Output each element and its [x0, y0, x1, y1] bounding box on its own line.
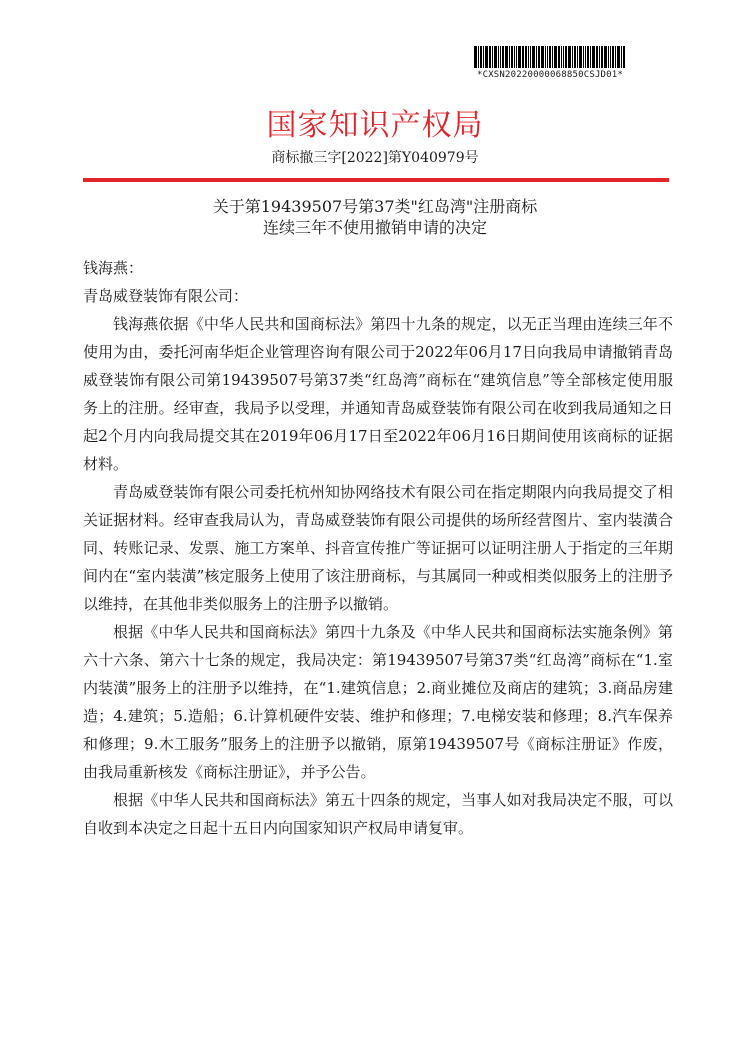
barcode-bar	[621, 46, 622, 68]
barcode-bar	[518, 46, 521, 68]
barcode-bar	[563, 46, 564, 68]
barcode-bar	[568, 46, 571, 68]
barcode-bar	[558, 46, 560, 68]
barcode-bar	[561, 46, 562, 68]
barcode-bar	[530, 46, 531, 68]
barcode-bar	[579, 46, 582, 68]
barcode-bar	[583, 46, 584, 68]
barcode-bar	[483, 46, 484, 68]
barcode-bar	[608, 46, 609, 68]
barcode-bar	[577, 46, 578, 68]
barcode-bar	[502, 46, 504, 68]
paragraph-1: 钱海燕依据《中华人民共和国商标法》第四十九条的规定，以无正当理由连续三年不使用为由，委托河南华炬企业管理咨询有限公司于2022年06月17日向我局申请撤销青岛威登装饰有限公司第19439507号第37类“红岛湾”商标在“建筑信息”等全部核定使用服务上的注册。经审查，我局予以受理，并通知青岛威登装饰有限公司在收到我局通知之日起2个月内向我局提交其在2019年06月17日至2022年06月16日期间使用该商标的证据材料。	[83, 315, 673, 473]
barcode-bar	[610, 46, 611, 68]
barcode-bar	[574, 46, 576, 68]
decision-title	[0, 196, 750, 238]
title-line-2: 连续三年不使用撤销申请的决定	[262, 218, 487, 237]
barcode-bar	[565, 46, 567, 68]
barcode-bar	[590, 46, 591, 68]
office-name: 国家知识产权局	[266, 108, 484, 143]
barcode-bar	[585, 46, 586, 68]
barcode-bar	[572, 46, 573, 68]
barcode-bar	[592, 46, 595, 68]
barcode-bar	[554, 46, 557, 68]
barcode-bar	[623, 46, 625, 68]
barcode-bar	[494, 46, 497, 68]
barcode-bar	[500, 46, 501, 68]
barcode-bar	[532, 46, 535, 68]
barcode-bar	[538, 46, 540, 68]
barcode-bar	[528, 46, 529, 68]
barcode-text: *CXSN20220000068850CSJD01*	[476, 70, 624, 80]
barcode-bar	[492, 46, 493, 68]
recipient-1: 钱海燕：	[83, 259, 144, 277]
barcode-bar	[612, 46, 614, 68]
barcode-bar	[604, 46, 607, 68]
barcode-bars	[450, 46, 650, 68]
barcode-bar	[505, 46, 508, 68]
barcode-bar	[587, 46, 589, 68]
barcode-bar	[525, 46, 527, 68]
barcode-bar	[522, 46, 524, 68]
paragraph-4: 根据《中华人民共和国商标法》第五十四条的规定，当事人如对我局决定不服，可以自收到本决定之日起十五日内向国家知识产权局申请复审。	[83, 791, 673, 837]
barcode-bar	[541, 46, 544, 68]
barcode-bar	[478, 46, 479, 68]
paragraph-3: 根据《中华人民共和国商标法》第四十九条及《中华人民共和国商标法实施条例》第六十六条、第六十七条的规定，我局决定：第19439507号第37类“红岛湾”商标在“1.室内装潢”服务上的注册予以维持，在“1.建筑信息；2.商业摊位及商店的建筑；3.商品房建造；4.建筑；5.造船；6.计算机硬件安装、维护和修理；7.电梯安装和修理；8.汽车保养和修理；9.木工服务”服务上的注册予以撤销，原第19439507号《商标注册证》作废，由我局重新核发《商标注册证》，并予公告。	[83, 623, 673, 781]
barcode-bar	[498, 46, 499, 68]
barcode-bar	[545, 46, 546, 68]
barcode-bar	[599, 46, 600, 68]
barcode-bar	[511, 46, 513, 68]
barcode-bar	[536, 46, 537, 68]
barcode-bar	[485, 46, 488, 68]
barcode-bar	[617, 46, 620, 68]
barcode-bar	[480, 46, 482, 68]
barcode-bar	[552, 46, 553, 68]
barcode-bar	[547, 46, 548, 68]
barcode-bar	[514, 46, 515, 68]
barcode-bar	[509, 46, 510, 68]
barcode	[450, 46, 650, 80]
barcode-bar	[615, 46, 616, 68]
barcode-bar	[596, 46, 598, 68]
barcode-bar	[489, 46, 491, 68]
recipient-2: 青岛威登装饰有限公司：	[83, 287, 249, 305]
barcode-bar	[601, 46, 603, 68]
paragraph-2: 青岛威登装饰有限公司委托杭州知协网络技术有限公司在指定期限内向我局提交了相关证据材料。经审查我局认为，青岛威登装饰有限公司提供的场所经营图片、室内装潢合同、转账记录、发票、施工方案单、抖音宣传推广等证据可以证明注册人于指定的三年期间内在“室内装潢”核定服务上使用了该注册商标，与其属同一种或相类似服务上的注册予以维持，在其他非类似服务上的注册予以撤销。	[83, 483, 673, 613]
document-number: 商标撤三字[2022]第Y040979号	[271, 150, 479, 166]
barcode-bar	[474, 46, 477, 68]
red-divider	[83, 178, 669, 182]
title-line-1: 关于第19439507号第37类"红岛湾"注册商标	[212, 197, 538, 216]
barcode-bar	[516, 46, 517, 68]
barcode-bar	[549, 46, 551, 68]
document-body	[83, 254, 673, 842]
